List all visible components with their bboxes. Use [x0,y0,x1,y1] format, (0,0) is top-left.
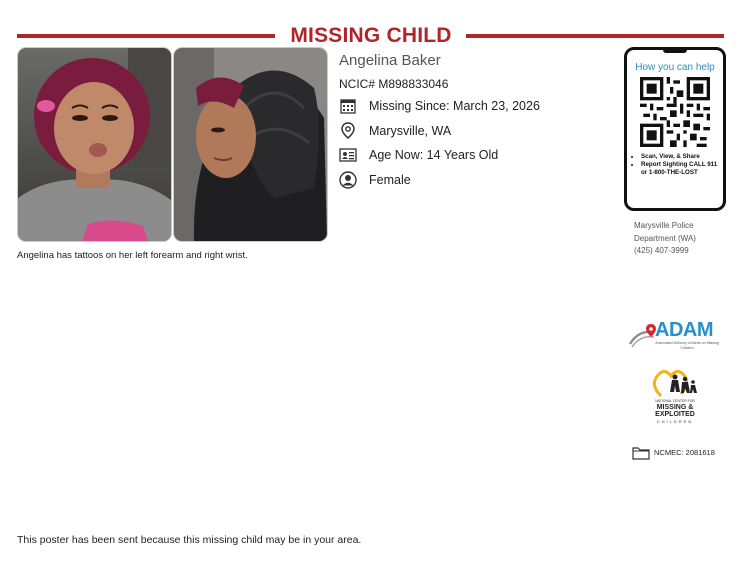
gender-text: Female [369,173,411,187]
phone-notch [663,49,687,53]
ncmec-main-line2: EXPLOITED [655,411,695,418]
missing-since-text: Missing Since: March 23, 2026 [369,99,540,113]
child-photo-2 [173,47,328,242]
adam-tagline: Automated Delivery of Alerts on Missing Children [655,341,719,350]
ncmec-family-icon [651,368,699,398]
poster-title: MISSING CHILD [290,24,452,47]
qr-code[interactable] [640,77,710,147]
ncmec-small-text: NATIONAL CENTER FOR [655,399,695,403]
poster-footer-note: This poster has been sent because this missing child may be in your area. [17,534,362,546]
agency-info [634,220,696,258]
adam-wordmark: ADAM [655,319,713,341]
person-icon [339,171,357,189]
ncic-number: NCIC# M898833046 [339,77,449,91]
detail-location [339,121,452,141]
header-rule-right [466,34,724,38]
detail-gender [339,170,411,190]
adam-logo [628,318,720,354]
detail-missing-since [339,96,540,116]
ncmec-main-line1: MISSING & [656,404,694,411]
help-step: • Report Sighting CALL 911 or 1-800-THE-LOST [641,161,721,177]
folder-icon [632,446,650,460]
help-step: • Scan, View, & Share [641,153,721,161]
agency-name-line1: Marysville Police [634,221,694,230]
age-text: Age Now: 14 Years Old [369,148,499,162]
calendar-icon [339,97,357,115]
child-name: Angelina Baker [339,52,441,69]
detail-age [339,145,499,165]
agency-phone: (425) 407-3999 [634,246,689,255]
adam-swoosh-icon [628,322,656,350]
header-rule-left [17,34,275,38]
help-steps [631,153,721,177]
child-description: Angelina has tattoos on her left forearm and right wrist. [17,250,248,261]
location-pin-icon [339,122,357,140]
ncmec-children-text: CHILDREN [656,419,694,424]
location-text: Marysville, WA [369,124,452,138]
child-photo-1 [17,47,172,242]
ncmec-logo [647,368,703,430]
id-card-icon [339,146,357,164]
ncmec-case-number: NCMEC: 2081618 [654,448,715,457]
how-to-help-heading: How you can help [635,62,715,73]
how-to-help-card [624,47,726,211]
agency-name-line2: Department (WA) [634,233,696,243]
